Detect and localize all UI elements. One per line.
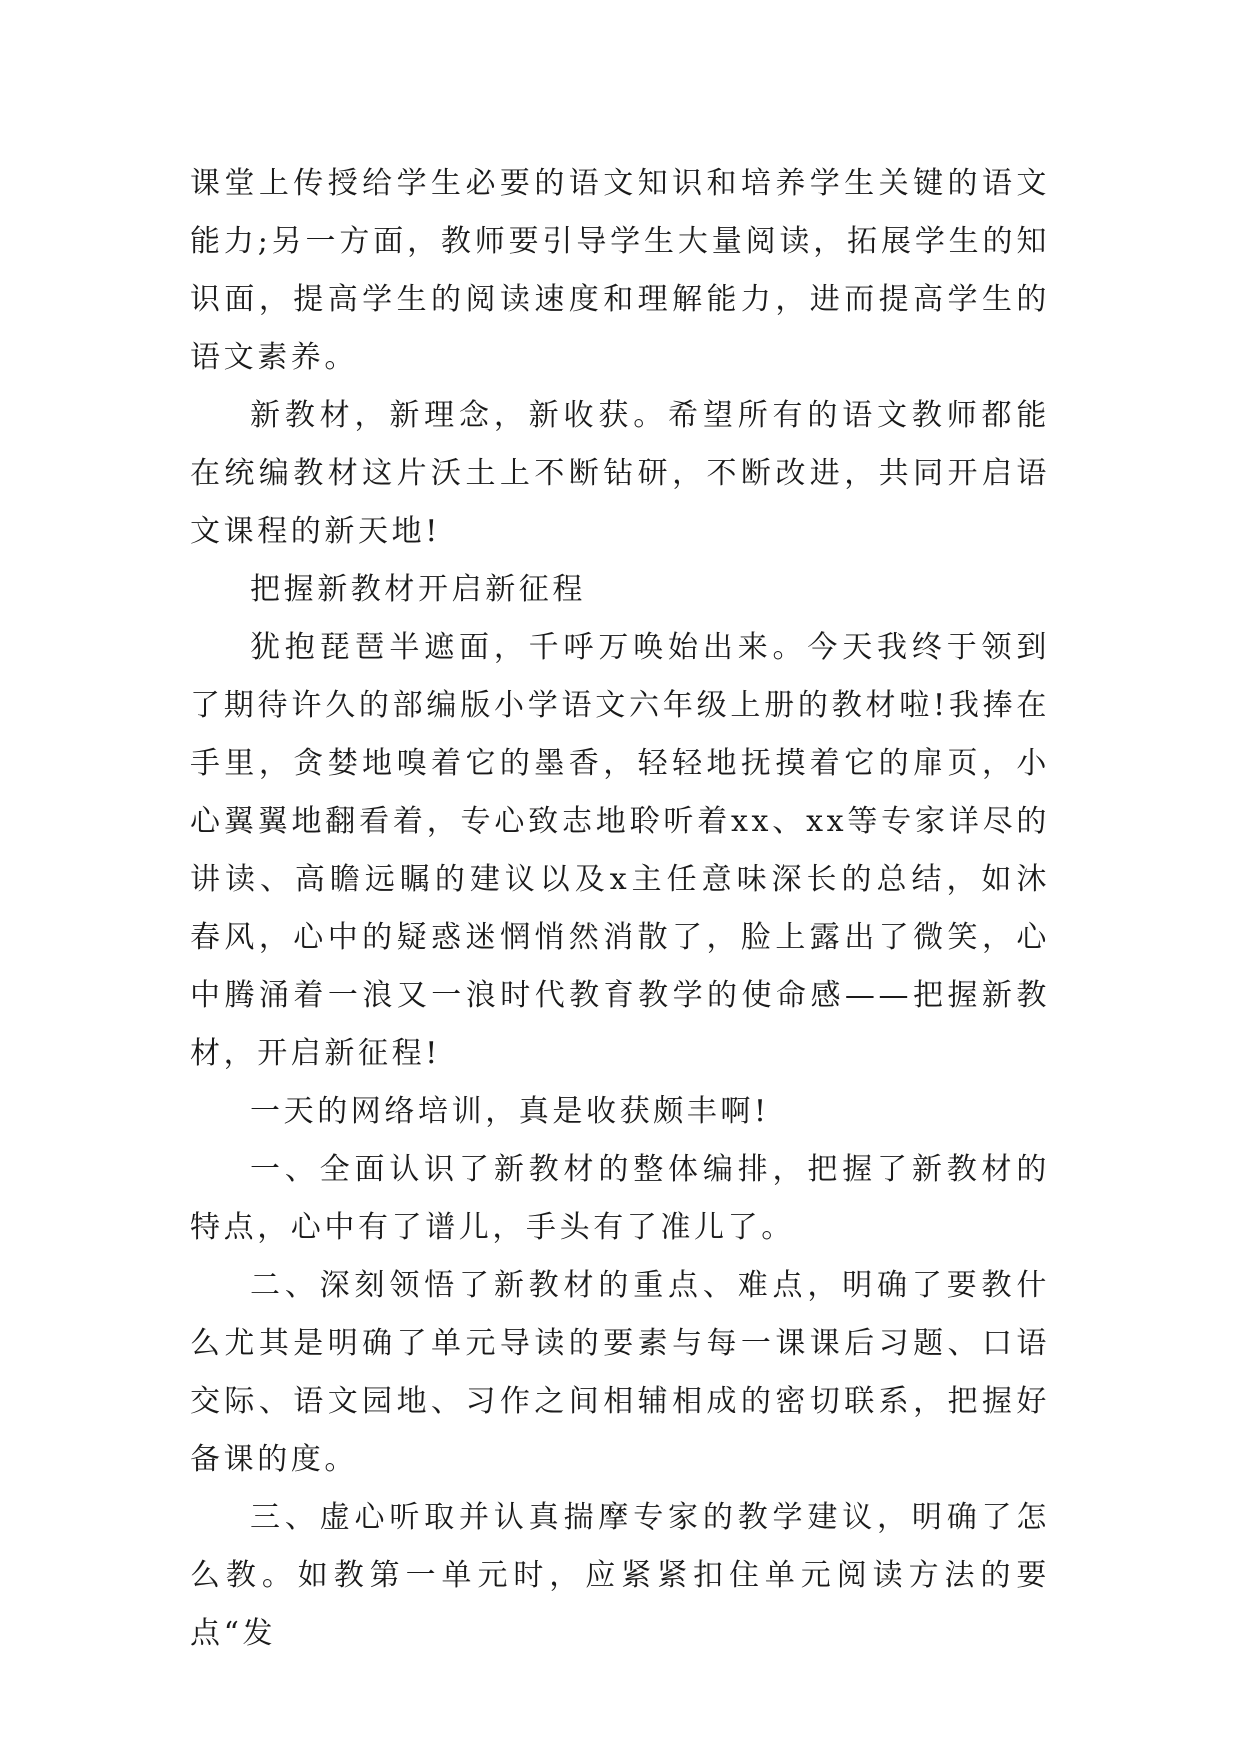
paragraph-5: 一、全面认识了新教材的整体编排，把握了新教材的特点，心中有了谱儿，手头有了准儿了。 (190, 1152, 1050, 1245)
paragraph-4: 一天的网络培训，真是收获颇丰啊! (250, 1094, 770, 1129)
paragraph-6: 二、深刻领悟了新教材的重点、难点，明确了要教什么尤其是明确了单元导读的要素与每一课课后习题、口语交际、语文园地、习作之间相辅相成的密切联系，把握好备课的度。 (190, 1268, 1050, 1477)
paragraph-1: 课堂上传授给学生必要的语文知识和培养学生关键的语文能力;另一方面，教师要引导学生大量阅读，拓展学生的知识面，提高学生的阅读速度和理解能力，进而提高学生的语文素养。 (190, 166, 1050, 375)
paragraph-2: 新教材，新理念，新收获。希望所有的语文教师都能在统编教材这片沃土上不断钻研，不断改进，共同开启语文课程的新天地! (190, 398, 1050, 549)
paragraph-3: 犹抱琵琶半遮面，千呼万唤始出来。今天我终于领到了期待许久的部编版小学语文六年级上册的教材啦!我捧在手里，贪婪地嗅着它的墨香，轻轻地抚摸着它的扉页，小心翼翼地翻看着，专心致志地聆听着xx、xx等专家详尽的讲读、高瞻远瞩的建议以及x主任意味深长的总结，如沐春风，心中的疑惑迷惘悄然消散了，脸上露出了微笑，心中腾涌着一浪又一浪时代教育教学的使命感——把握新教材，开启新征程! (190, 630, 1050, 1071)
document-body (190, 155, 1050, 1663)
section-heading: 把握新教材开启新征程 (250, 572, 586, 607)
paragraph-7: 三、虚心听取并认真揣摩专家的教学建议，明确了怎么教。如教第一单元时，应紧紧扣住单元阅读方法的要点“发 (190, 1500, 1050, 1651)
